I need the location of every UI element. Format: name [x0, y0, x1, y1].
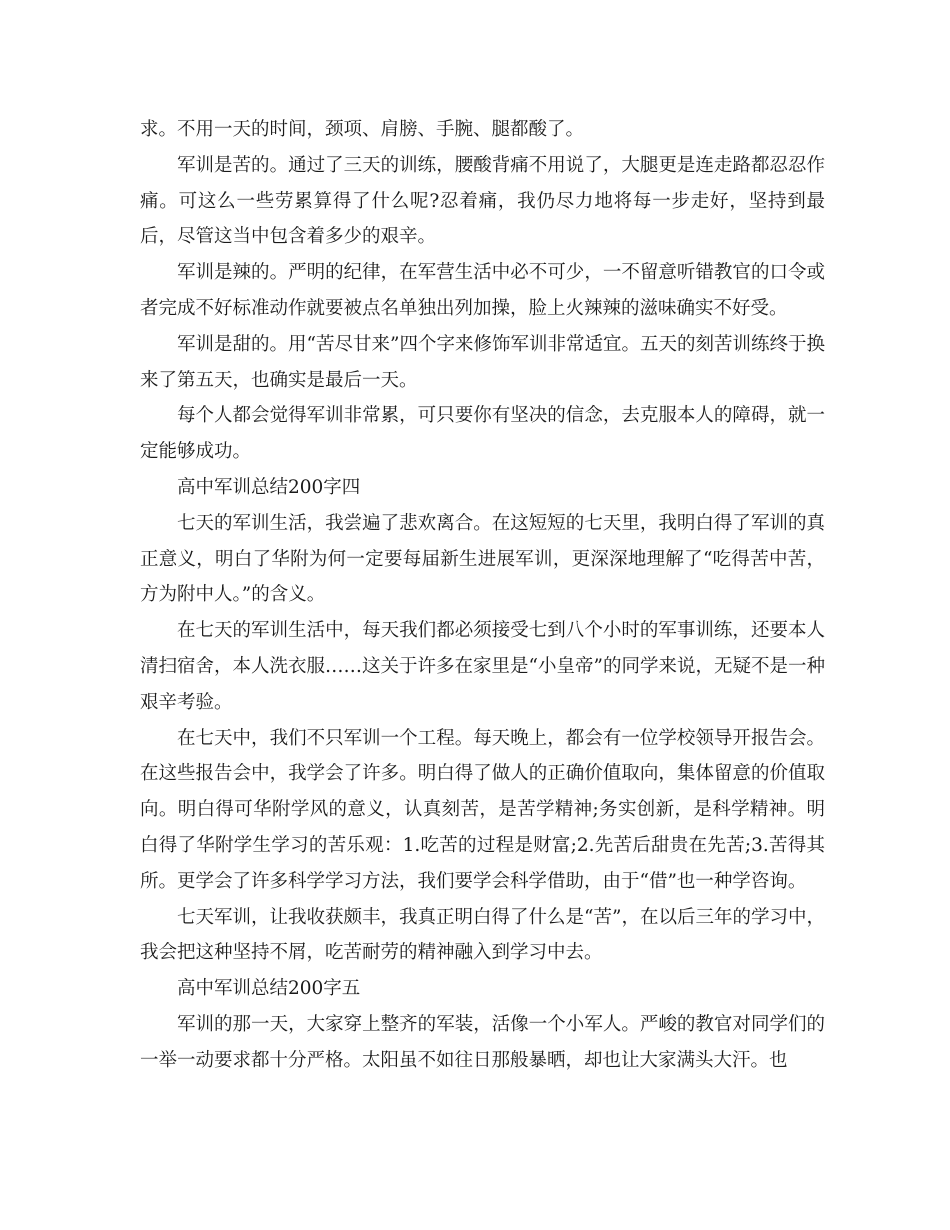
section-heading: 高中军训总结200字四 [177, 476, 361, 498]
paragraph: 七天军训，让我收获颇丰，我真正明白得了什么是“苦”，在以后三年的学习中，我会把这种坚持不屑，吃苦耐劳的精神融入到学习中去。 [140, 906, 825, 964]
paragraph: 军训是苦的。通过了三天的训练，腰酸背痛不用说了，大腿更是连走路都忍忍作痛。可这么一些劳累算得了什么呢?忍着痛，我仍尽力地将每一步走好，坚持到最后，尽管这当中包含着多少的艰辛。 [140, 154, 825, 248]
paragraph: 在七天中，我们不只军训一个工程。每天晚上，都会有一位学校领导开报告会。在这些报告会中，我学会了许多。明白得了做人的正确价值取向，集体留意的价值取向。明白得可华附学风的意义，认真刻苦，是苦学精神;务实创新，是科学精神。明白得了华附学生学习的苦乐观：1.吃苦的过程是财富;2.先苦后甜贵在先苦;3.苦得其所。更学会了许多科学学习方法，我们要学会科学借助，由于“借”也一种学咨询。 [140, 727, 825, 892]
section-heading: 高中军训总结200字五 [177, 978, 361, 1000]
paragraph: 军训的那一天，大家穿上整齐的军装，活像一个小军人。严峻的教官对同学们的一举一动要求都十分严格。太阳虽不如往日那般暴晒，却也让大家满头大汗。也 [140, 1013, 825, 1071]
paragraph: 在七天的军训生活中，每天我们都必须接受七到八个小时的军事训练，还要本人清扫宿舍，本人洗衣服……这关于许多在家里是“小皇帝”的同学来说，无疑不是一种艰辛考验。 [140, 620, 825, 713]
paragraph: 每个人都会觉得军训非常累，可只要你有坚决的信念，去克服本人的障碍，就一定能够成功。 [140, 405, 825, 463]
paragraph: 军训是甜的。用“苦尽甘来”四个字来修饰军训非常适宜。五天的刻苦训练终于换来了第五天，也确实是最后一天。 [140, 333, 825, 391]
paragraph-continuation: 求。不用一天的时间，颈项、肩膀、手腕、腿都酸了。 [140, 119, 585, 140]
document-body [140, 112, 825, 1079]
paragraph: 七天的军训生活，我尝遍了悲欢离合。在这短短的七天里，我明白得了军训的真正意义，明白了华附为何一定要每届新生进展军训，更深深地理解了“吃得苦中苦，方为附中人。”的含义。 [140, 512, 825, 606]
paragraph: 军训是辣的。严明的纪律，在军营生活中必不可少，一不留意听错教官的口令或者完成不好标准动作就要被点名单独出列加操，脸上火辣辣的滋味确实不好受。 [140, 262, 825, 319]
